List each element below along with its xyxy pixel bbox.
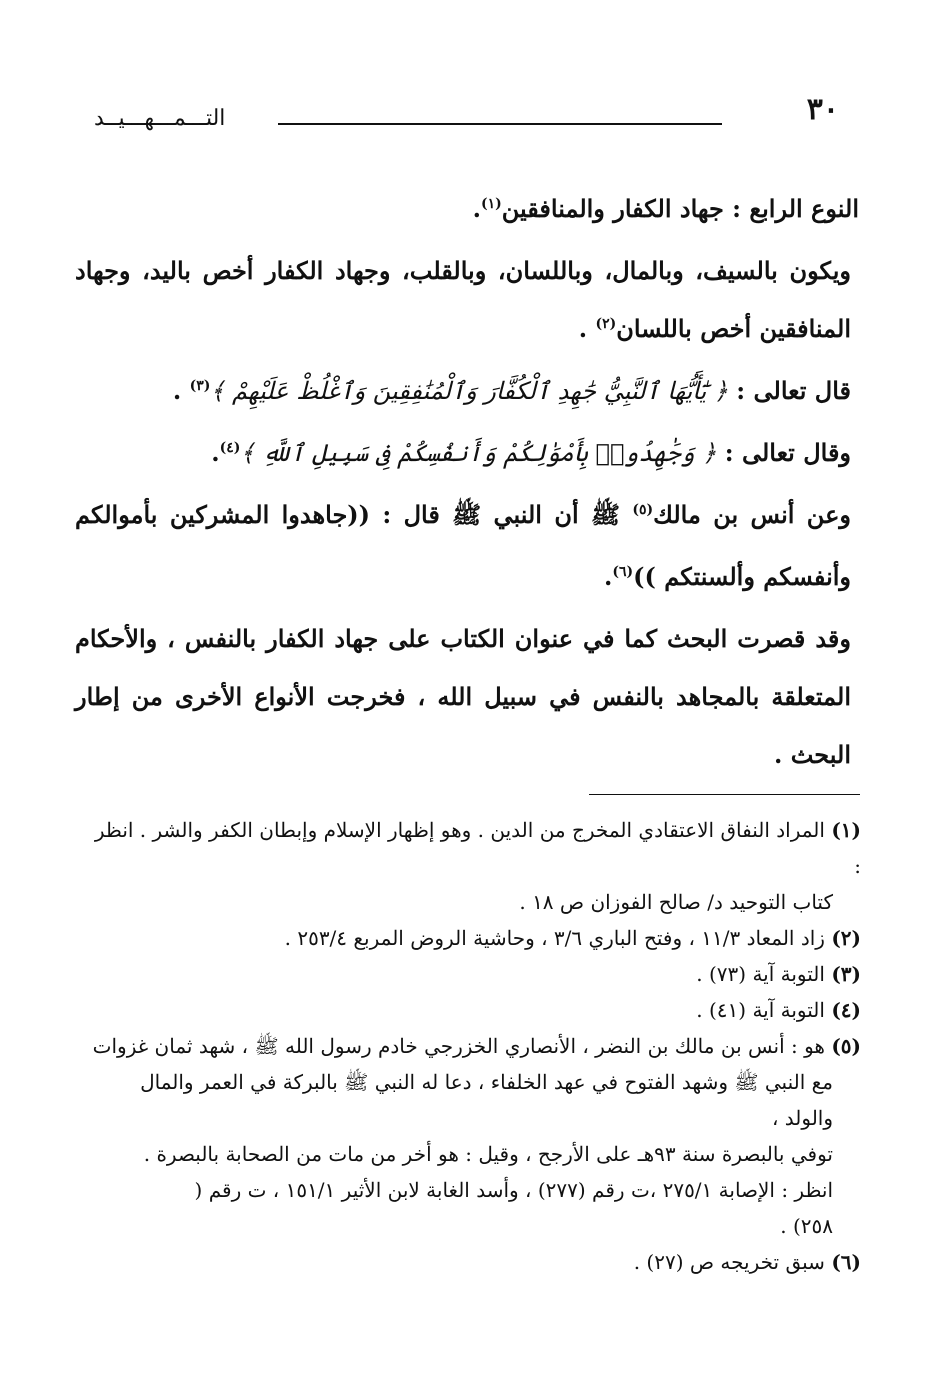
punct: . (472, 194, 481, 223)
footnote-ref: (٦) (612, 564, 634, 580)
footnote-number: (١) (831, 818, 861, 842)
page-number: ٣٠ (806, 92, 839, 127)
footnote-5-cont (86, 1064, 861, 1136)
footnote-text: انظر : الإصابة ٢٧٥/١ ،ت رقم (٢٧٧) ، وأسد الغابة لابن الأثير ١٥١/١ ، ت رقم ( (194, 1178, 833, 1202)
footnote-ref: (٢) (595, 316, 617, 332)
quran-verse: ﴿ يَٰٓأَيُّهَا ٱلنَّبِيُّ جَٰهِدِ ٱلْكُفَّارَ وَٱلْمُنَٰفِقِينَ وَٱغْلُظْ عَلَيْهِمْ ﴾ (210, 377, 728, 405)
paragraph-means (75, 242, 859, 362)
paragraph-type-four (75, 180, 859, 242)
main-text (75, 180, 859, 784)
footnote-5-cont (86, 1172, 861, 1208)
paragraph-verse-2 (75, 424, 859, 486)
paragraph-text: النوع الرابع : جهاد الكفار والمنافقين (501, 194, 859, 223)
verse-intro: قال تعالى : (727, 376, 851, 405)
footnote-1-cont (86, 884, 861, 920)
footnote-6 (86, 1244, 861, 1280)
footnote-number: (٤) (831, 998, 861, 1022)
footnote-5-cont (86, 1136, 861, 1172)
footnote-number: (٢) (831, 926, 861, 950)
footnote-text: زاد المعاد ١١/٣ ، وفتح الباري ٣/٦ ، وحاشية الروض المربع ٢٥٣/٤ . (284, 926, 832, 950)
footnote-text: التوبة آية (٤١) . (696, 998, 832, 1022)
footnote-separator (589, 794, 860, 795)
footnote-ref: (٣) (189, 378, 211, 394)
verse-intro: وقال تعالى : (716, 438, 851, 467)
paragraph-hadith (75, 486, 859, 610)
footnote-3 (86, 956, 861, 992)
punct: . (211, 438, 220, 467)
quran-verse: ﴿ وَجَٰهِدُوا۟ بِأَمْوَٰلِكُمْ وَأَنفُسِكُمْ فِى سَبِيلِ ٱللَّهِ ﴾ (240, 439, 717, 467)
footnote-5-cont (86, 1208, 861, 1244)
hadith-text: ﷺ أن النبي ﷺ قال : ((جاهدوا المشركين بأموالكم وأنفسكم وألسنتكم )) (75, 500, 851, 591)
footnote-2 (86, 920, 861, 956)
header-rule (278, 123, 722, 125)
running-title: التـــمـــهـــيــد (94, 106, 226, 131)
punct: . (578, 314, 588, 343)
footnote-text: مع النبي ﷺ وشهد الفتوح في عهد الخلفاء ، دعا له النبي ﷺ بالبركة في العمر والمال والولد ، (140, 1070, 833, 1130)
footnote-ref: (١) (480, 196, 502, 212)
punct: . (172, 376, 182, 405)
footnote-ref: (٥) (632, 502, 654, 518)
paragraph-text: ويكون بالسيف، وبالمال، وباللسان، وبالقلب، وجهاد الكفار أخص باليد، وجهاد المنافقين أخص باللسان (75, 256, 851, 343)
paragraph-text: وقد قصرت البحث كما في عنوان الكتاب على جهاد الكفار بالنفس ، والأحكام المتعلقة بالمجاهد بالنفس في سبيل الله ، فخرجت الأنواع الأخرى من إطار البحث . (75, 624, 851, 769)
footnotes (86, 812, 861, 1280)
footnote-5 (86, 1028, 861, 1064)
footnote-ref: (٤) (219, 440, 241, 456)
footnote-number: (٦) (831, 1250, 861, 1274)
punct: . (604, 562, 613, 591)
paragraph-scope (75, 610, 859, 784)
paragraph-verse-1 (75, 362, 859, 424)
footnote-4 (86, 992, 861, 1028)
footnote-text: المراد النفاق الاعتقادي المخرج من الدين . وهو إظهار الإسلام وإبطان الكفر والشر . انظر : (94, 818, 861, 878)
footnote-number: (٣) (831, 962, 861, 986)
footnote-text: كتاب التوحيد د/ صالح الفوزان ص ١٨ . (519, 890, 833, 914)
footnote-text: توفي بالبصرة سنة ٩٣هـ على الأرجح ، وقيل : هو أخر من مات من الصحابة بالبصرة . (143, 1142, 833, 1166)
footnote-text: التوبة آية (٧٣) . (696, 962, 832, 986)
footnote-text: سبق تخريجه ص (٢٧) . (633, 1250, 832, 1274)
paragraph-text: وعن أنس بن مالك (653, 500, 851, 529)
footnote-text: ٢٥٨) . (780, 1214, 833, 1238)
footnote-text: هو : أنس بن مالك بن النضر ، الأنصاري الخزرجي خادم رسول الله ﷺ ، شهد ثمان غزوات (92, 1034, 832, 1058)
footnote-number: (٥) (831, 1034, 861, 1058)
footnote-1 (86, 812, 861, 884)
